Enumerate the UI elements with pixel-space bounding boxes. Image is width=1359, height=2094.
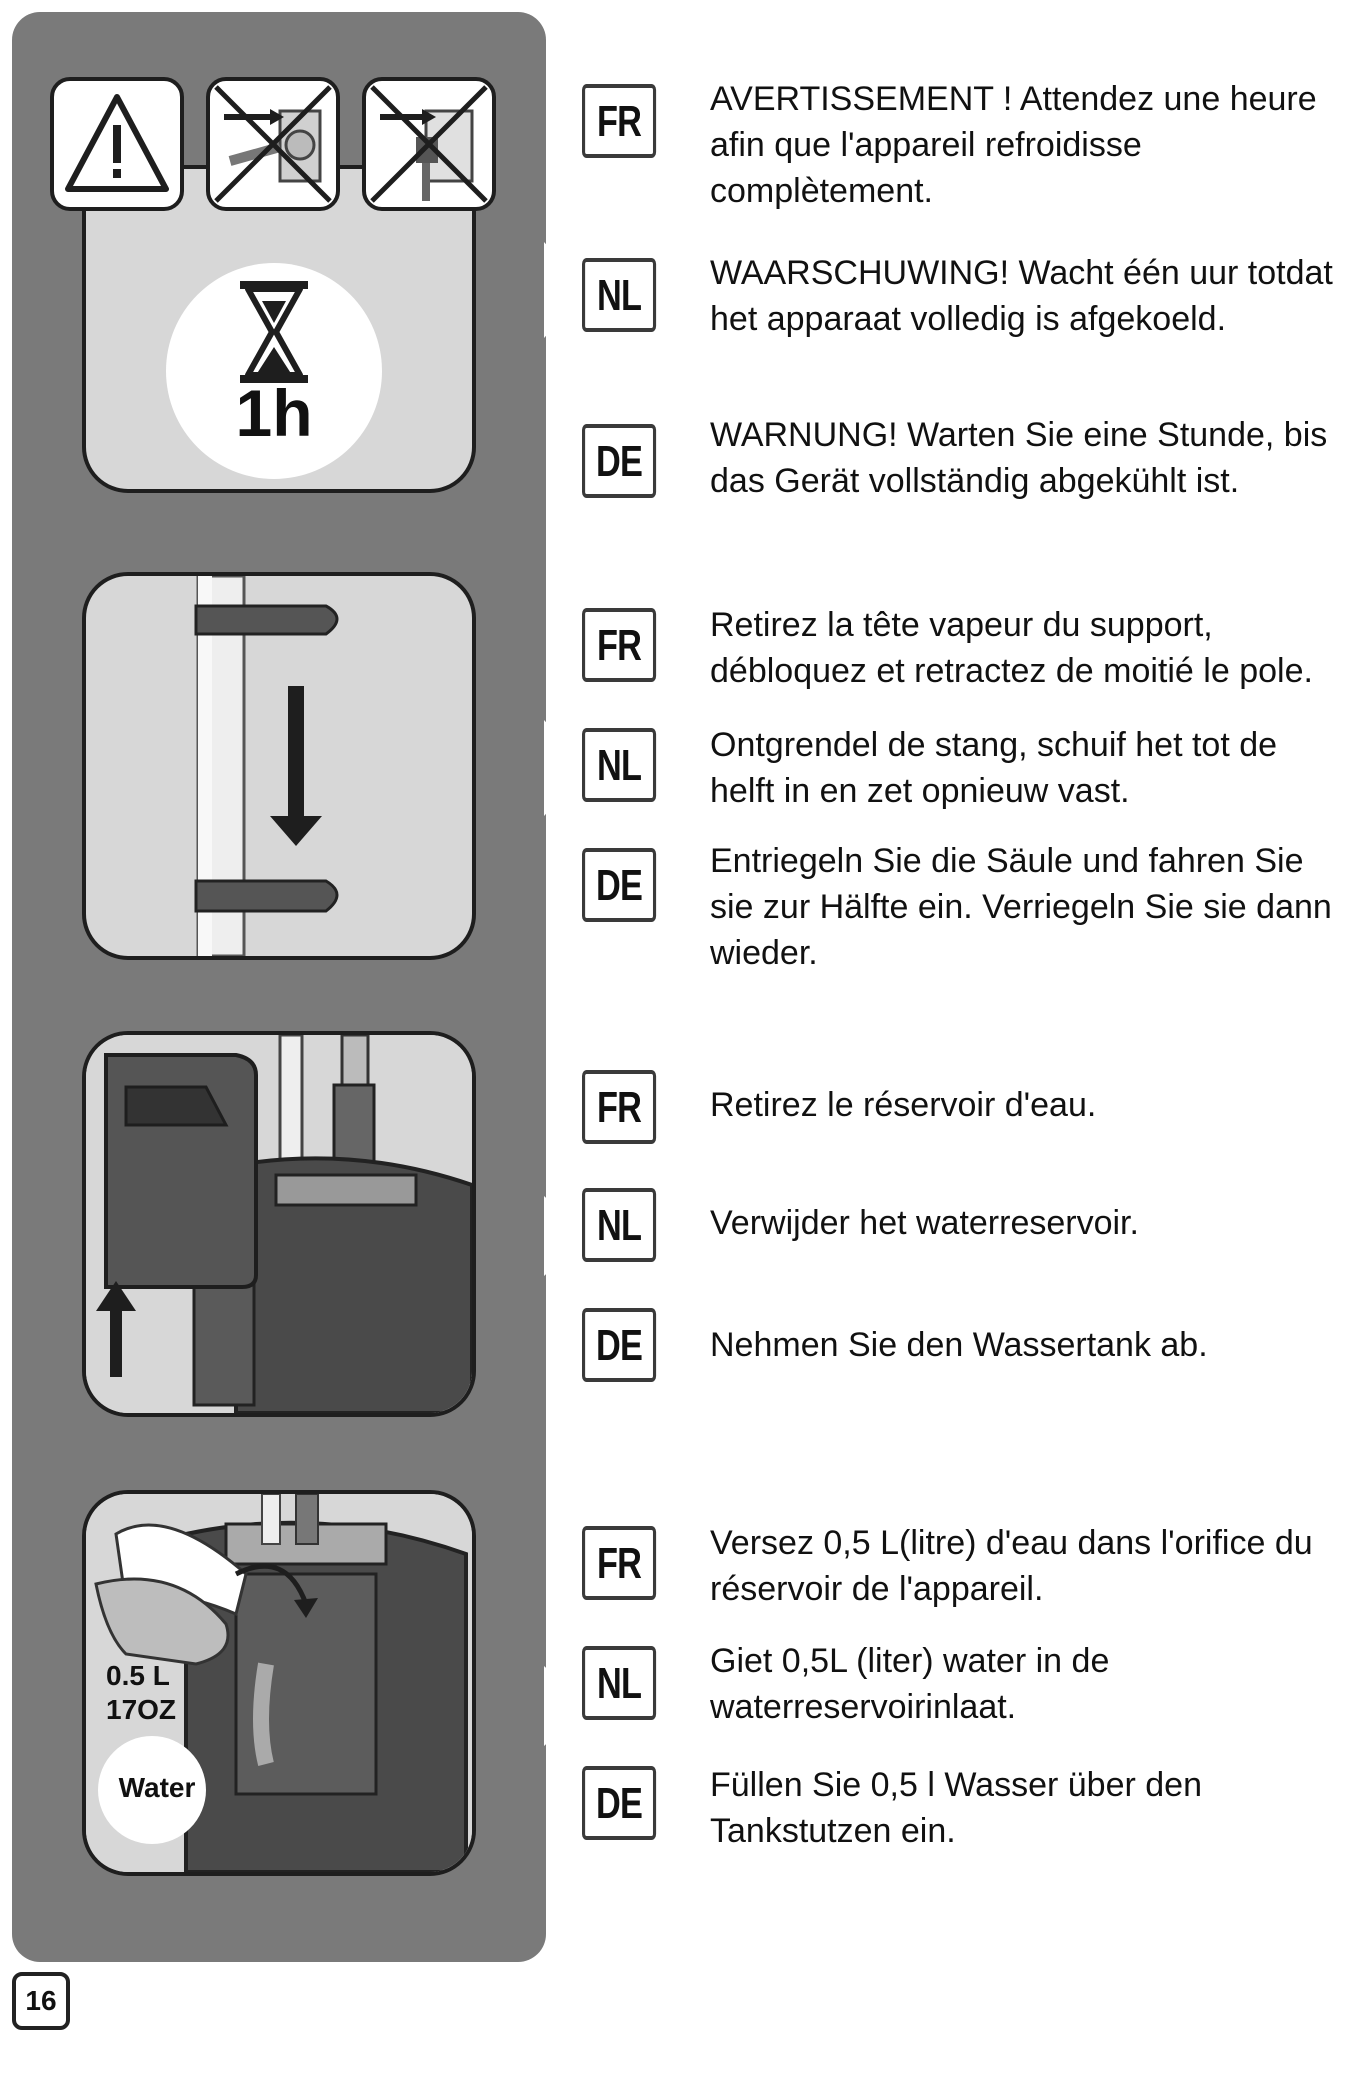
cooldown-time-label: 1h	[235, 376, 313, 450]
arrow-down-icon	[288, 686, 304, 826]
lang-badge-nl: NL	[582, 1188, 656, 1262]
water-label: Water	[118, 1772, 196, 1803]
step-text: Entriegeln Sie die Säule und fahren Sie sie zur Hälfte ein. Verriegeln Sie sie dann wieder.	[710, 842, 1332, 972]
lang-badge-fr: FR	[582, 1526, 656, 1600]
water-volume-ounces: 17OZ	[106, 1694, 177, 1725]
lang-badge-fr: FR	[582, 84, 656, 158]
lang-badge-nl: NL	[582, 728, 656, 802]
panel-water	[82, 1490, 476, 1876]
page-number: 16	[12, 1972, 70, 2030]
lang-badge-de: DE	[582, 848, 656, 922]
step-text: Retirez la tête vapeur du support, débloquez et retractez de moitié le pole.	[710, 606, 1313, 690]
cooldown-circle	[166, 263, 382, 479]
arrow-up-icon	[110, 1307, 122, 1377]
step-text: Nehmen Sie den Wassertank ab.	[710, 1326, 1208, 1364]
lang-badge-fr: FR	[582, 608, 656, 682]
water-volume-liters: 0.5 L	[106, 1660, 170, 1691]
pole-retract-illustration	[86, 576, 472, 956]
step-text: Retirez le réservoir d'eau.	[710, 1086, 1097, 1124]
no-socket-icon	[362, 77, 496, 211]
step-text: WARNUNG! Warten Sie eine Stunde, bis das Gerät vollständig abgekühlt ist.	[710, 416, 1328, 500]
step-text: Giet 0,5L (liter) water in de waterreservoirinlaat.	[710, 1642, 1110, 1726]
sidebar-notches	[500, 0, 560, 2094]
panel-tank	[82, 1031, 476, 1417]
lang-badge-nl: NL	[582, 258, 656, 332]
step-text: Verwijder het waterreservoir.	[710, 1204, 1139, 1242]
lang-badge-de: DE	[582, 1766, 656, 1840]
lang-badge-de: DE	[582, 424, 656, 498]
lang-badge-fr: FR	[582, 1070, 656, 1144]
hourglass-icon	[234, 277, 314, 387]
step-text: WAARSCHUWING! Wacht één uur totdat het apparaat volledig is afgekoeld.	[710, 254, 1333, 338]
no-plug-icon	[206, 77, 340, 211]
remove-tank-illustration	[86, 1035, 472, 1413]
step-text: Ontgrendel de stang, schuif het tot de helft in en zet opnieuw vast.	[710, 726, 1278, 810]
step-text: Versez 0,5 L(litre) d'eau dans l'orifice du réservoir de l'appareil.	[710, 1524, 1313, 1608]
panel-pole	[82, 572, 476, 960]
step-text: AVERTISSEMENT ! Attendez une heure afin que l'appareil refroidisse complètement.	[710, 80, 1317, 210]
panel-cooldown	[48, 75, 508, 495]
step-text: Füllen Sie 0,5 l Wasser über den Tankstutzen ein.	[710, 1766, 1202, 1850]
warning-icon	[50, 77, 184, 211]
lang-badge-de: DE	[582, 1308, 656, 1382]
lang-badge-nl: NL	[582, 1646, 656, 1720]
